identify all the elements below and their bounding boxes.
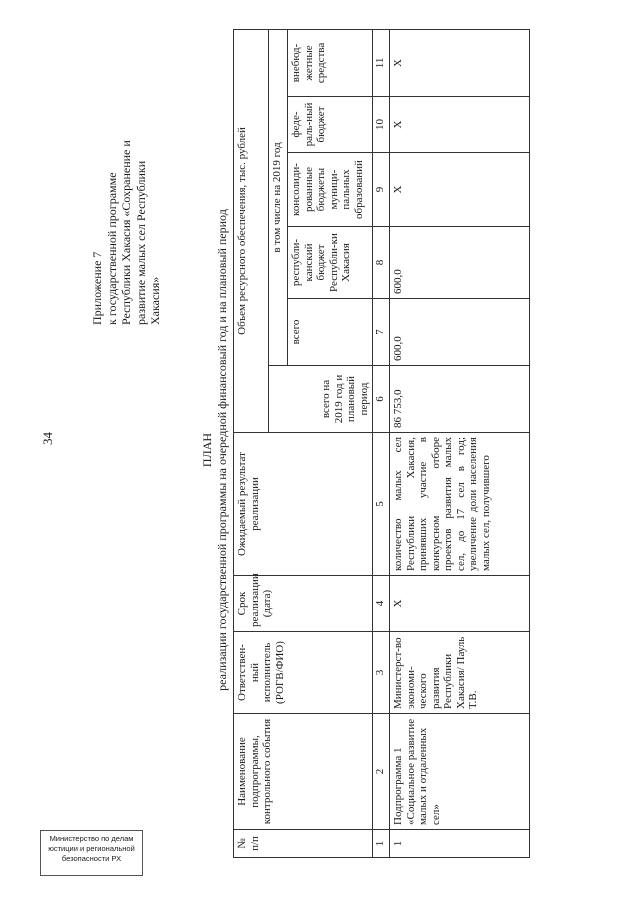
column-number: 10 bbox=[373, 97, 390, 153]
column-number: 7 bbox=[373, 299, 390, 366]
row-term: Х bbox=[390, 576, 530, 632]
registration-stamp bbox=[40, 830, 143, 876]
header-executor: Ответствен-ный исполнитель (РОГВ/ФИО) bbox=[234, 632, 373, 714]
row-total: 600,0 bbox=[390, 299, 530, 366]
plan-subtitle: реализации государственной программы на очередной финансовый год и на плановый период bbox=[214, 209, 229, 691]
row-executor: Министерст-во экономи-ческого развития Республики Хакасия/ Пауль Т.В. bbox=[390, 632, 530, 714]
row-federal: Х bbox=[390, 97, 530, 153]
header-in-2019: в том числе на 2019 год bbox=[269, 29, 288, 365]
header-num: № п/п bbox=[234, 830, 373, 858]
header-consolidated: консолиди-рованные бюджеты муници-пальных образований bbox=[288, 153, 373, 227]
stamp-line: юстиции и региональной bbox=[48, 844, 135, 853]
stamp-line: Министерство по делам bbox=[49, 834, 134, 843]
header-extra: внебюд-жетные средства bbox=[288, 29, 373, 96]
row-result: количество малых сел Республики Хакасия, принявших участие в конкурсном отборе проектов развития малых сел, до 17 сел в год; увеличение доли населения малых сел, получившего bbox=[390, 433, 530, 576]
column-number: 4 bbox=[373, 576, 390, 632]
column-number: 2 bbox=[373, 714, 390, 830]
column-number: 1 bbox=[373, 830, 390, 858]
appendix-header bbox=[90, 95, 163, 325]
column-number-row bbox=[373, 29, 390, 857]
appendix-line: развитие малых сел Республики bbox=[133, 160, 148, 325]
column-number: 5 bbox=[373, 433, 390, 576]
header-resources: Объем ресурсного обеспечения, тыс. рублей bbox=[234, 29, 269, 432]
header-total-period: всего на 2019 год и плановый период bbox=[269, 366, 373, 433]
appendix-line: Республики Хакасия «Сохранение и bbox=[119, 140, 133, 325]
header-result: Ожидаемый результат реализации bbox=[234, 433, 373, 576]
header-republic: республи-канский бюджет Республи-ки Хакасия bbox=[288, 227, 373, 299]
column-number: 6 bbox=[373, 366, 390, 433]
appendix-line: Приложение 7 bbox=[90, 251, 104, 325]
header-term: Срок реализации (дата) bbox=[234, 576, 373, 632]
table-row bbox=[390, 29, 530, 857]
row-republic: 600,0 bbox=[390, 227, 530, 299]
plan-heading bbox=[200, 150, 229, 750]
header-federal: феде-раль-ный бюджет bbox=[288, 97, 373, 153]
stamp-line: безопасности РХ bbox=[61, 854, 122, 863]
column-number: 9 bbox=[373, 153, 390, 227]
column-number: 3 bbox=[373, 632, 390, 714]
column-number: 11 bbox=[373, 29, 390, 96]
row-num: 1 bbox=[390, 830, 530, 858]
plan-table bbox=[233, 29, 530, 858]
plan-title: ПЛАН bbox=[200, 432, 214, 468]
row-consolidated: Х bbox=[390, 153, 530, 227]
header-name: Наименование подпрограммы, контрольного события bbox=[234, 714, 373, 830]
row-extra: Х bbox=[390, 29, 530, 96]
row-total-period: 86 753,0 bbox=[390, 366, 530, 433]
appendix-line: к государственной программе bbox=[104, 172, 119, 325]
page-number: 34 bbox=[40, 432, 55, 445]
appendix-line: Хакасия» bbox=[148, 276, 162, 325]
row-name: Подпрограмма 1 «Социальное развитие малых и отдаленных сел» bbox=[390, 714, 530, 830]
header-total: всего bbox=[288, 299, 373, 366]
plan-table-container bbox=[233, 30, 629, 858]
column-number: 8 bbox=[373, 227, 390, 299]
